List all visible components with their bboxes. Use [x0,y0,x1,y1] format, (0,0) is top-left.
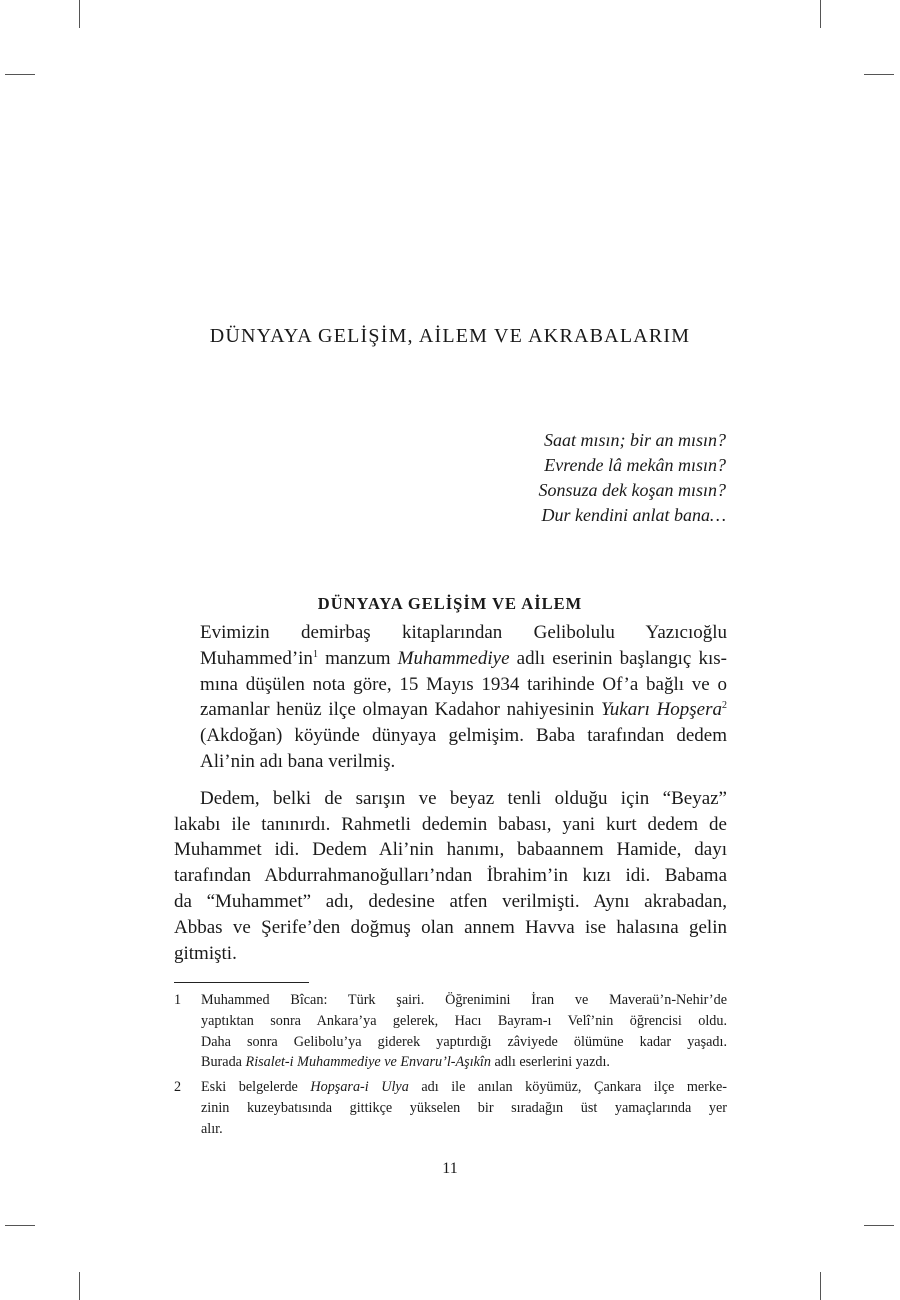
epigraph-line: Evrende lâ mekân mısın? [544,455,726,475]
place-name: Hopşara-i Ulya [310,1079,409,1096]
crop-mark-right-top [864,74,894,75]
paragraph-2 [174,786,727,967]
text-line: Ali’nin adı bana verilmiş. [200,750,396,772]
crop-mark-left-top [5,74,35,75]
place-name: Yukarı Hopşera [600,699,723,721]
book-title: Muhammediye [397,647,510,669]
text-line [174,646,727,672]
text-span: Eski belgelerde [201,1079,311,1096]
text-span: Muhammed’in [200,647,313,669]
footnote-line: Daha sonra Gelibolu’ya giderek yaptırdığı zâviyede ölümüne kadar yaşadı. [201,1033,727,1050]
epigraph-line: Sonsuza dek koşan mısın? [538,480,726,500]
text-span: adlı eserinin başlangıç kıs- [509,647,727,669]
crop-mark-right-bottom [864,1225,894,1226]
footnote-ref-2[interactable]: 2 [722,700,728,712]
epigraph-line: Saat mısın; bir an mısın? [543,430,726,450]
text-line: mına düşülen nota göre, 15 Mayıs 1934 tarihinde Of’a bağlı ve o [200,673,727,695]
text-span: adlı eserlerini yazdı. [490,1054,610,1071]
crop-mark-top-right [820,0,821,28]
footnote-ref-1[interactable]: 1 [312,648,318,660]
footnotes [174,990,727,1144]
epigraph-line: Dur kendini anlat bana… [541,505,726,525]
footnote-line: Muhammed Bîcan: Türk şairi. Öğrenimini İran ve Maveraü’n-Nehir’de [201,992,727,1008]
chapter-title: DÜNYAYA GELİŞİM, AİLEM VE AKRABALARIM [209,325,691,348]
crop-mark-left-bottom [5,1225,35,1226]
page-number: 11 [442,1160,458,1177]
text-line: lakabı ile tanınırdı. Rahmetli dedemin babası, yani kurt dedem de [174,813,727,835]
text-span: adı ile anılan köyümüz, Çankara ilçe merke- [408,1079,727,1096]
crop-mark-top-left [79,0,80,28]
text-line: tarafından Abdurrahmanoğulları’ndan İbrahim’in kızı idi. Babama [174,865,727,887]
epigraph [539,428,727,528]
text-line: Abbas ve Şerife’den doğmuş olan annem Havva ise halasına gelin [174,916,727,938]
footnote-1 [174,990,727,1073]
text-line: Muhammet idi. Dedem Ali’nin hanımı, babaannem Hamide, dayı [174,839,727,861]
crop-mark-bottom-left [79,1272,80,1300]
footnote-line [201,1052,727,1073]
text-line: Evimizin demirbaş kitaplarından Gelibolulu Yazıcıoğlu [200,622,727,643]
body-text [174,620,727,977]
footnote-2 [174,1077,727,1139]
text-line [174,697,727,723]
paragraph-1 [174,620,727,775]
footnote-line: yaptıktan sonra Ankara’ya gelerek, Hacı Bayram-ı Velî’nin öğrencisi oldu. [201,1012,727,1029]
text-line: gitmişti. [174,942,237,964]
text-line: (Akdoğan) köyünde dünyaya gelmişim. Baba tarafından dedem [200,725,727,747]
book-title: Risalet-i Muhammediye ve Envaru’l-Aşıkîn [245,1054,491,1071]
footnote-divider [174,982,309,983]
footnote-line: alır. [201,1120,223,1137]
footnote-number: 2 [174,1079,182,1096]
text-span: Burada [201,1054,246,1071]
footnote-number: 1 [174,992,182,1008]
text-span: zamanlar henüz ilçe olmayan Kadahor nahiyesinin [200,699,601,721]
text-span: manzum [317,647,398,669]
text-line: Dedem, belki de sarışın ve beyaz tenli olduğu için “Beyaz” [200,787,727,809]
footnote-line: zinin kuzeybatısında gittikçe yükselen bir sıradağın üst yamaçlarında yer [201,1099,727,1116]
crop-mark-bottom-right [820,1272,821,1300]
section-title: DÜNYAYA GELİŞİM VE AİLEM [317,593,583,613]
footnote-line [201,1077,727,1098]
text-line: da “Muhammet” adı, dedesine atfen verilmişti. Aynı akrabadan, [174,890,727,912]
